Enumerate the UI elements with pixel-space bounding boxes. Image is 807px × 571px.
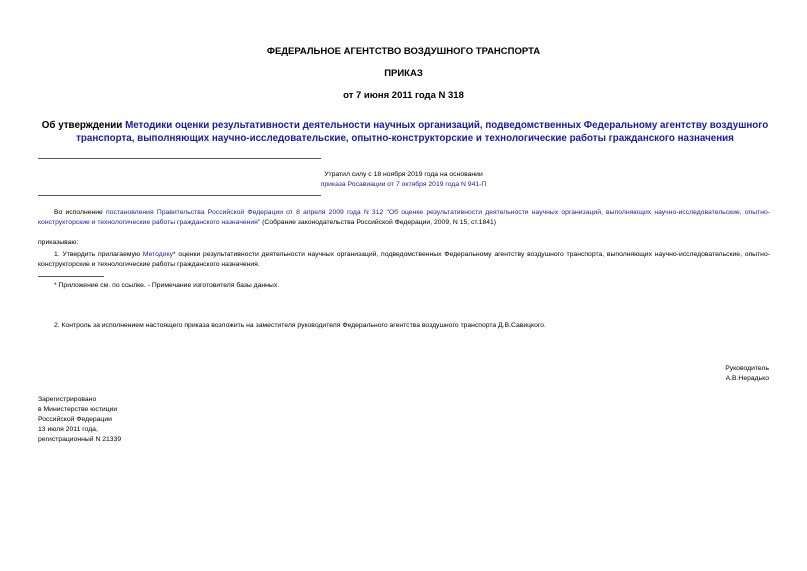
doc-type-heading: ПРИКАЗ [384,68,423,79]
registration-line: регистрационный N 21339 [38,436,122,443]
item-2-paragraph: 2. Контроль за исполнением настоящего приказа возложить на заместителя руководителя Федерального агентства воздушного транспорта Д.В.Савицкого. [54,322,546,329]
signature-name: А.В.Нерадько [725,375,769,382]
registration-line: Зарегистрировано [38,396,97,403]
footnote-divider [38,276,104,277]
item-1-paragraph [38,250,770,270]
divider-top [38,158,321,159]
date-number-heading: от 7 июня 2011 года N 318 [343,90,464,101]
title-prefix: Об утверждении [41,120,126,131]
footnote: * Приложение см. по ссылке. - Примечание изготовителя базы данных. [54,282,280,289]
item-1-prefix: 1. Утвердить прилагаемую [54,251,143,258]
item-1-suffix: * оценки результативности деятельности научных организаций, подведомственных Федеральному агентству воздушного транспорта, выполняющих научно-исследовательские, опытно-конструкторские и технологические работы гражданского назначения. [38,251,770,268]
methodology-link[interactable]: Методику [142,251,174,258]
signature-position: Руководитель [725,365,769,372]
preamble-link[interactable]: постановления Правительства Российской Федерации от 8 апреля 2009 года N 312 "Об оценке результативности деятельности научных организаций, выполняющих научно-исследовательские, опытно-конструкторские и технологические работы гражданского назначения" [38,209,770,226]
divider-bottom [38,195,321,196]
preamble-prefix: Во исполнение [54,209,107,216]
order-word: приказываю: [38,239,79,246]
title-link[interactable]: Методики оценки результативности деятельности научных организаций, подведомственных Федеральному агентству воздушного транспорта, выполняющих научно-исследовательские, опытно-конструкторские и технологические работы гражданского назначения [76,120,769,144]
registration-line: Российской Федерации [38,416,112,423]
registration-block [38,395,121,445]
registration-line: в Министерстве юстиции [38,406,118,413]
agency-heading: ФЕДЕРАЛЬНОЕ АГЕНТСТВО ВОЗДУШНОГО ТРАНСПОРТА [266,46,541,57]
status-line: Утратил силу с 18 ноября 2019 года на основании [324,171,483,178]
status-link[interactable]: приказа Росавиации от 7 октября 2019 года N 941-П [320,181,487,188]
preamble-paragraph [38,208,770,228]
document-title [30,120,780,145]
preamble-suffix: (Собрание законодательства Российской Федерации, 2009, N 15, ст.1841) [260,219,497,226]
registration-line: 13 июля 2011 года, [38,426,98,433]
